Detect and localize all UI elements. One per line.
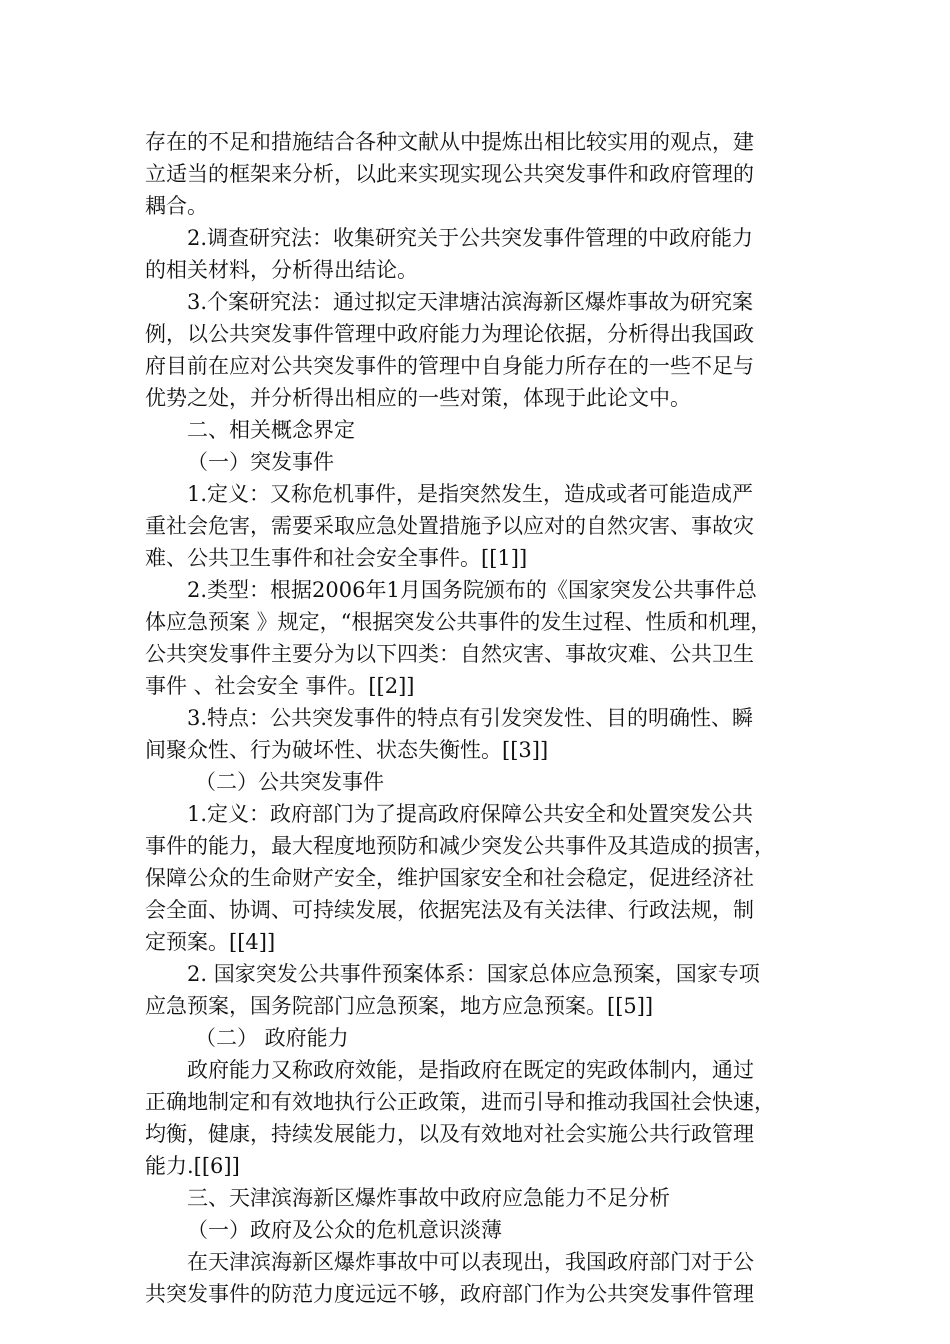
paragraph-line: 存在的不足和措施结合各种文献从中提炼出相比较实用的观点，建 <box>145 130 754 154</box>
paragraph-line: 府目前在应对公共突发事件的管理中自身能力所存在的一些不足与 <box>145 354 754 378</box>
paragraph-line: 保障公众的生命财产安全，维护国家安全和社会稳定，促进经济社 <box>145 866 754 890</box>
paragraph-line: 应急预案，国务院部门应急预案，地方应急预案。[[5]] <box>145 994 654 1018</box>
paragraph-line: 共突发事件的防范力度远远不够，政府部门作为公共突发事件管理 <box>145 1282 754 1306</box>
section-heading: 三、天津滨海新区爆炸事故中政府应急能力不足分析 <box>187 1186 670 1210</box>
paragraph-line: 会全面、协调、可持续发展，依据宪法及有关法律、行政法规，制 <box>145 898 754 922</box>
paragraph-line: 1.定义：又称危机事件，是指突然发生，造成或者可能造成严 <box>187 482 754 506</box>
paragraph-line: 的相关材料，分析得出结论。 <box>145 258 418 282</box>
paragraph-line: 公共突发事件主要分为以下四类：自然灾害、事故灾难、公共卫生 <box>145 642 754 666</box>
paragraph-line: 间聚众性、行为破坏性、状态失衡性。[[3]] <box>145 738 549 762</box>
paragraph-line: 2. 国家突发公共事件预案体系：国家总体应急预案，国家专项 <box>187 962 760 986</box>
paragraph-line: 1.定义：政府部门为了提高政府保障公共安全和处置突发公共 <box>187 802 754 826</box>
document-body <box>145 126 805 1310</box>
paragraph-line: 2.类型：根据2006年1月国务院颁布的《国家突发公共事件总 <box>187 578 757 602</box>
paragraph-line: 3.个案研究法：通过拟定天津塘沽滨海新区爆炸事故为研究案 <box>187 290 754 314</box>
paragraph-line: 在天津滨海新区爆炸事故中可以表现出，我国政府部门对于公 <box>187 1250 754 1274</box>
section-heading: 二、相关概念界定 <box>187 418 355 442</box>
paragraph-line: 重社会危害，需要采取应急处置措施予以应对的自然灾害、事故灾 <box>145 514 754 538</box>
paragraph-line: 正确地制定和有效地执行公正政策，进而引导和推动我国社会快速， <box>145 1090 775 1114</box>
paragraph-line: 立适当的框架来分析，以此来实现实现公共突发事件和政府管理的 <box>145 162 754 186</box>
subsection-heading: （二） 政府能力 <box>195 1026 349 1050</box>
paragraph-line: 难、公共卫生事件和社会安全事件。[[1]] <box>145 546 528 570</box>
paragraph-line: 2.调查研究法：收集研究关于公共突发事件管理的中政府能力 <box>187 226 754 250</box>
paragraph-line: 均衡，健康，持续发展能力，以及有效地对社会实施公共行政管理 <box>145 1122 754 1146</box>
paragraph-line: 定预案。[[4]] <box>145 930 276 954</box>
subsection-heading: （一）突发事件 <box>187 450 334 474</box>
subsection-heading: （二）公共突发事件 <box>195 770 384 794</box>
paragraph-line: 事件的能力，最大程度地预防和减少突发公共事件及其造成的损害， <box>145 834 775 858</box>
paragraph-line: 政府能力又称政府效能，是指政府在既定的宪政体制内，通过 <box>187 1058 754 1082</box>
paragraph-line: 能力.[[6]] <box>145 1154 240 1178</box>
paragraph-line: 体应急预案 》规定，“根据突发公共事件的发生过程、性质和机理， <box>145 610 772 634</box>
paragraph-line: 事件 、社会安全 事件。[[2]] <box>145 674 415 698</box>
subsection-heading: （一）政府及公众的危机意识淡薄 <box>187 1218 502 1242</box>
paragraph-line: 3.特点：公共突发事件的特点有引发突发性、目的明确性、瞬 <box>187 706 754 730</box>
paragraph-line: 耦合。 <box>145 194 208 218</box>
paragraph-line: 优势之处，并分析得出相应的一些对策，体现于此论文中。 <box>145 386 691 410</box>
paragraph-line: 例，以公共突发事件管理中政府能力为理论依据，分析得出我国政 <box>145 322 754 346</box>
